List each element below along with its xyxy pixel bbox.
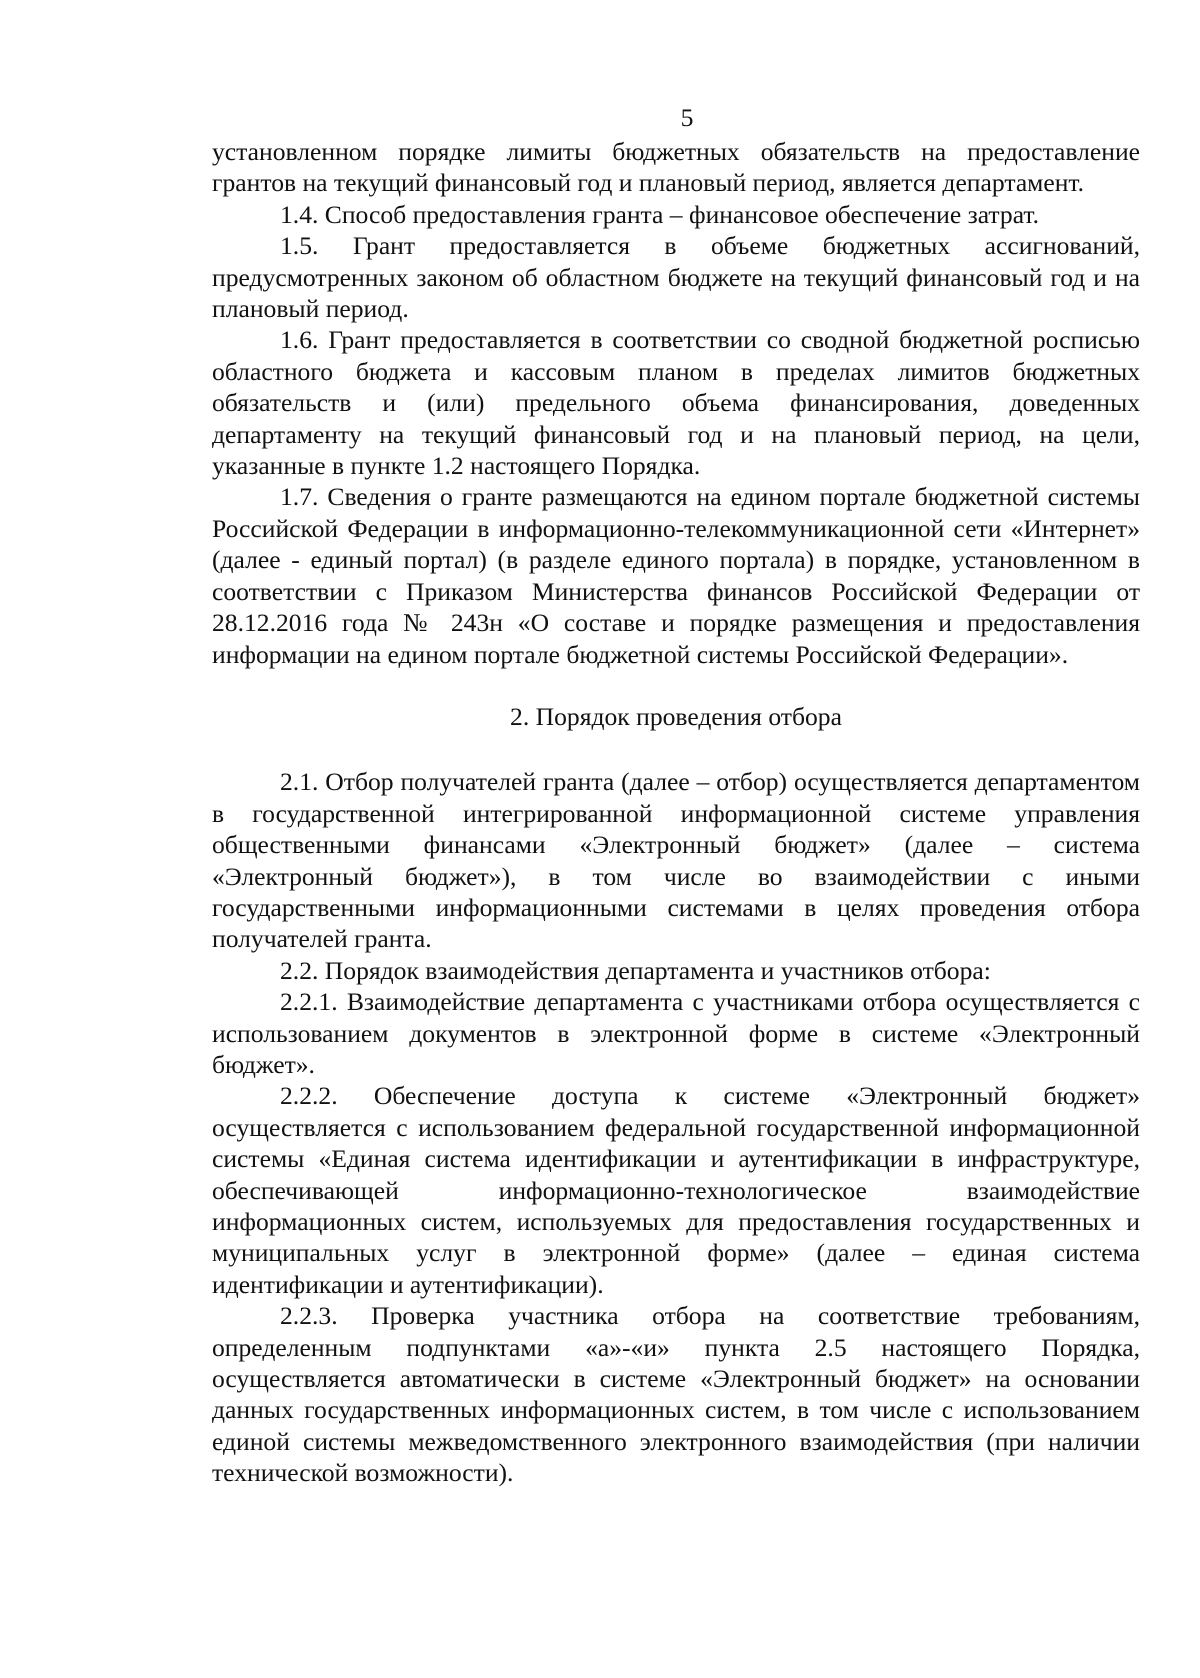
paragraph-1-5: 1.5. Грант предоставляется в объеме бюджетных ассигнований, предусмотренных законом об областном бюджете на текущий финансовый год и на плановый период. <box>212 231 1140 324</box>
page-content <box>212 100 1140 1489</box>
paragraph-1-7: 1.7. Сведения о гранте размещаются на едином портале бюджетной системы Российской Федерации в информационно-телекоммуникационной сети «Интернет» (далее - единый портал) (в разделе единого портала) в порядке, установленном в соответствии с Приказом Министерства финансов Российской Федерации от 28.12.2016 года № 243н «О составе и порядке размещения и предоставления информации на едином портале бюджетной системы Российской Федерации». <box>212 482 1140 669</box>
paragraph-continuation: установленном порядке лимиты бюджетных обязательств на предоставление грантов на текущий финансовый год и плановый период, является департамент. <box>212 137 1140 198</box>
paragraph-2-1: 2.1. Отбор получателей гранта (далее – отбор) осуществляется департаментом в государственной интегрированной информационной системе управления общественными финансами «Электронный бюджет» (далее – система «Электронный бюджет»), в том числе во взаимодействии с иными государственными информационными системами в целях проведения отбора получателей гранта. <box>212 767 1140 954</box>
paragraph-1-4: 1.4. Способ предоставления гранта – финансовое обеспечение затрат. <box>280 199 1040 229</box>
paragraph-2-2-1: 2.2.1. Взаимодействие департамента с участниками отбора осуществляется с использованием документов в электронной форме в системе «Электронный бюджет». <box>212 987 1140 1079</box>
paragraph-2-2-3: 2.2.3. Проверка участника отбора на соответствие требованиям, определенным подпунктами «а»-«и» пункта 2.5 настоящего Порядка, осуществляется автоматически в системе «Электронный бюджет» на основании данных государственных информационных систем, в том числе с использованием единой системы межведомственного электронного взаимодействия (при наличии технической возможности). <box>212 1301 1140 1488</box>
section-2-title: 2. Порядок проведения отбора <box>510 701 842 731</box>
paragraph-2-2: 2.2. Порядок взаимодействия департамента и участников отбора: <box>280 955 991 985</box>
paragraph-2-2-2: 2.2.2. Обеспечение доступа к системе «Электронный бюджет» осуществляется с использованием федеральной государственной информационной системы «Единая система идентификации и аутентификации в инфраструктуре, обеспечивающей информационно-технологическое взаимодействие информационных систем, используемых для предоставления государственных и муниципальных услуг в электронной форме» (далее – единая система идентификации и аутентификации). <box>212 1081 1140 1299</box>
page-number: 5 <box>680 103 694 132</box>
paragraph-1-6: 1.6. Грант предоставляется в соответствии со сводной бюджетной росписью областного бюджета и кассовым планом в пределах лимитов бюджетных обязательств и (или) предельного объема финансирования, доведенных департаменту на текущий финансовый год и на плановый период, на цели, указанные в пункте 1.2 настоящего Порядка. <box>212 325 1140 481</box>
